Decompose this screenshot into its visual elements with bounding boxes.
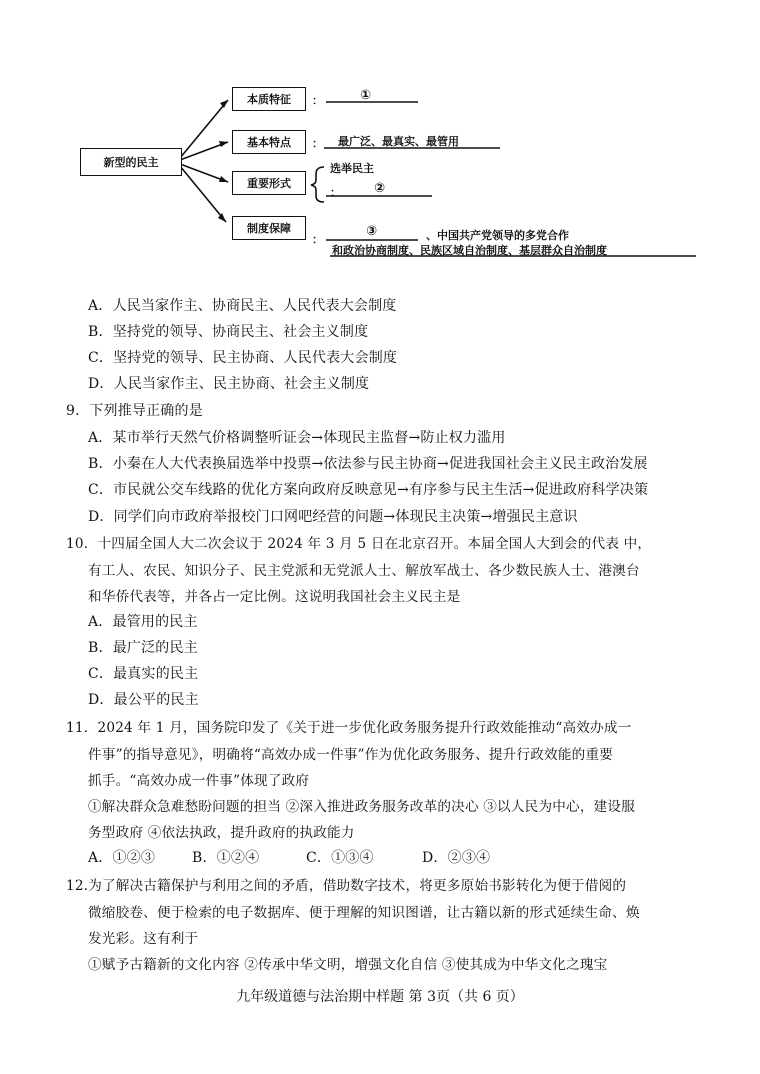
q9-option-a: A．某市举行天然气价格调整听证会→体现民主监督→防止权力滥用 xyxy=(88,430,506,446)
q8-option-c: C．坚持党的领导、民主协商、人民代表大会制度 xyxy=(88,350,398,366)
q10-stem-line3: 和华侨代表等，并各占一定比例。这说明我国社会主义民主是 xyxy=(88,589,461,605)
q12-statements-line1: ①赋予古籍新的文化内容 ②传承中华文明，增强文化自信 ③使其成为中华文化之瑰宝 xyxy=(88,957,608,973)
q9-option-b: B．小秦在人大代表换届选举中投票→依法参与民主协商→促进我国社会主义民主政治发展 xyxy=(88,456,648,472)
colon: ： xyxy=(312,233,323,246)
node-label: 制度保障 xyxy=(247,222,291,235)
blank-answer-1: ① xyxy=(360,88,372,103)
system-text-line2: 和政治协商制度、民族区域自治制度、基层群众自治制度 xyxy=(332,244,607,257)
q9-option-c: C．市民就公交车线路的优化方案向政府反映意见→有序参与民主生活→促进政府科学决策 xyxy=(88,482,649,498)
diagram-center-node xyxy=(80,148,182,176)
q11-option-b: B．①②④ xyxy=(192,850,260,866)
q10-option-b: B．最广泛的民主 xyxy=(88,640,198,656)
q10-stem-line2: 有工人、农民、知识分子、民主党派和无党派人士、解放军战士、各少数民族人士、港澳台 xyxy=(88,563,640,579)
node-label: 本质特征 xyxy=(247,93,291,106)
q8-option-a: A．人民当家作主、协商民主、人民代表大会制度 xyxy=(88,298,397,314)
electoral-democracy-text: 选举民主 xyxy=(330,162,374,175)
node-label: 基本特点 xyxy=(247,136,291,149)
blank-answer-2: ② xyxy=(374,181,386,196)
q9-option-d: D．同学们向市政府举报校门口网吧经营的问题→体现民主决策→增强民主意识 xyxy=(88,509,578,525)
q11-stem-line1: 11．2024 年 1 月，国务院印发了《关于进一步优化政务服务提升行政效能推动“高效办成一 xyxy=(66,720,632,736)
q8-option-b: B．坚持党的领导、协商民主、社会主义制度 xyxy=(88,324,369,340)
q11-option-a: A．①②③ xyxy=(88,850,156,866)
q12-stem-line2: 微缩胶卷、便于检索的电子数据库、便于理解的知识图谱，让古籍以新的形式延续生命、焕 xyxy=(88,905,640,921)
page-footer: 九年级道德与法治期中样题 第 3页（共 6 页） xyxy=(236,989,524,1005)
q8-option-d: D．人民当家作主、民主协商、社会主义制度 xyxy=(88,376,370,392)
q10-stem-line1: 10．十四届全国人大二次会议于 2024 年 3 月 5 日在北京召开。本届全国人大到会的代表 中， xyxy=(66,536,652,552)
q11-option-c: C．①③④ xyxy=(306,850,374,866)
q11-option-d: D．②③④ xyxy=(422,850,491,866)
q10-option-d: D．最公平的民主 xyxy=(88,692,199,708)
colon: ： xyxy=(312,137,323,150)
q11-statements-line1: ①解决群众急难愁盼问题的担当 ②深入推进政务服务改革的决心 ③以人民为中心，建设服 xyxy=(88,799,635,815)
diagram-node-essence xyxy=(232,87,306,111)
q11-stem-line3: 抓手。“高效办成一件事”体现了政府 xyxy=(88,773,310,789)
q10-option-a: A．最管用的民主 xyxy=(88,614,198,630)
system-text-line1: 、中国共产党领导的多党合作 xyxy=(426,229,569,242)
diagram-node-system xyxy=(232,216,306,240)
colon: ： xyxy=(312,94,323,107)
q9-stem: 9．下列推导正确的是 xyxy=(66,403,203,419)
q11-statements-line2: 务型政府 ④依法执政，提升政府的执政能力 xyxy=(88,825,355,841)
features-text: 最广泛、最真实、最管用 xyxy=(338,135,459,148)
blank-answer-3: ③ xyxy=(366,224,378,239)
q10-option-c: C．最真实的民主 xyxy=(88,666,199,682)
q11-stem-line2: 件事”的指导意见》，明确将“高效办成一件事”作为优化政务服务、提升行政效能的重要 xyxy=(88,747,614,763)
diagram-node-forms xyxy=(232,171,306,195)
diagram-node-features xyxy=(232,130,306,154)
diagram-center-label: 新型的民主 xyxy=(103,156,159,169)
colon: ： xyxy=(330,186,341,199)
q12-stem-line1: 12.为了解决古籍保护与利用之间的矛盾，借助数字技术，将更多原始书影转化为便于借阅的 xyxy=(66,878,627,894)
q12-stem-line3: 发光彩。这有利于 xyxy=(88,931,199,947)
node-label: 重要形式 xyxy=(247,177,291,190)
